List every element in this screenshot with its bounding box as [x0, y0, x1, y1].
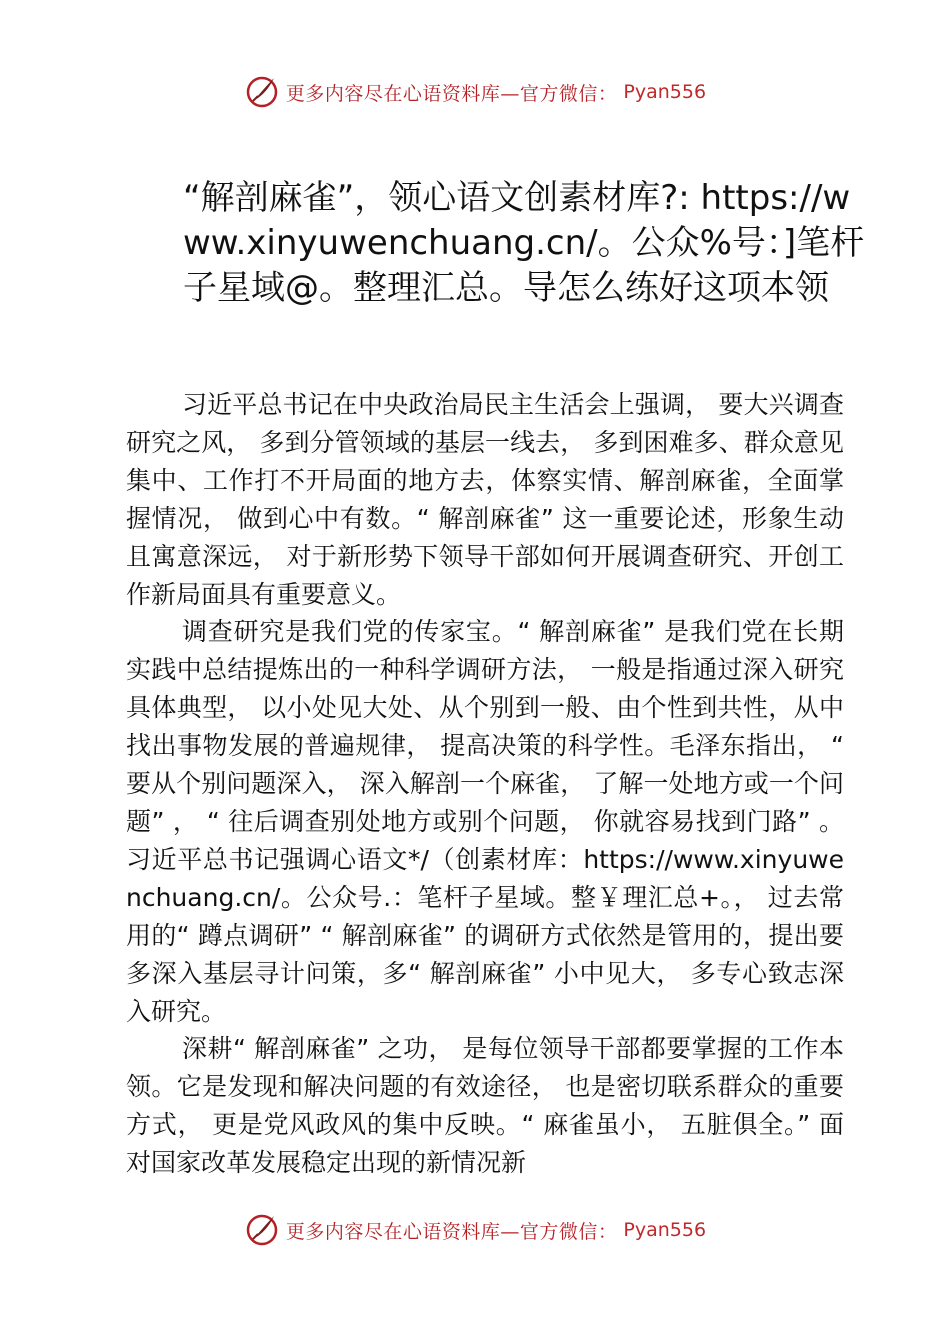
header-banner — [0, 70, 950, 114]
paragraph: 习近平总书记在中央政治局民主生活会上强调， 要大兴调查研究之风， 多到分管领域的基层一线去， 多到困难多、群众意见集中、工作打不开局面的地方去，体察实情、解剖麻雀，全面掌握情况， 做到心中有数。“ 解剖麻雀” 这一重要论述，形象生动且寓意深远， 对于新形势下领导干部如何开展调查研究、开创工作新局面具有重要意义。 — [126, 390, 844, 609]
document-title: “解剖麻雀”，领心语文创素材库?: https://www.xinyuwenchuang.cn/。公众%号：]笔杆子星域@。整理汇总。导怎么练好这项本领 — [183, 178, 865, 308]
quill-pen-icon — [244, 1212, 280, 1248]
paragraph: 调查研究是我们党的传家宝。“ 解剖麻雀” 是我们党在长期实践中总结提炼出的一种科学调研方法， 一般是指通过深入研究具体典型， 以小处见大处、从个别到一般、由个性到共性，从中找出事物发展的普遍规律， 提高决策的科学性。毛泽东指出， “ 要从个别问题深入， 深入解剖一个麻雀， 了解一处地方或一个问题” ， “ 往后调查别处地方或别个问题， 你就容易找到门路” 。习近平总书记强调心语文*/（创素材库：https://www.xinyuwenchuang.cn/。公众号.：笔杆子星域。整￥理汇总+。， 过去常用的“ 蹲点调研” “ 解剖麻雀” 的调研方式依然是管用的，提出要多深入基层寻计问策，多“ 解剖麻雀” 小中见大， 多专心致志深入研究。 — [126, 617, 844, 1026]
banner-text: 更多内容尽在心语资料库—官方微信： — [285, 82, 618, 105]
quill-pen-icon — [244, 74, 280, 110]
banner-text: 更多内容尽在心语资料库—官方微信： — [285, 1220, 618, 1243]
banner-handle: Pyan556 — [623, 81, 707, 103]
paragraph: 深耕“ 解剖麻雀” 之功， 是每位领导干部都要掌握的工作本领。它是发现和解决问题的有效途径， 也是密切联系群众的重要方式， 更是党风政风的集中反映。“ 麻雀虽小， 五脏俱全。” 面对国家改革发展稳定出现的新情况新 — [126, 1034, 844, 1178]
footer-banner — [0, 1208, 950, 1252]
document-body — [126, 386, 844, 1182]
banner-handle: Pyan556 — [623, 1219, 707, 1241]
